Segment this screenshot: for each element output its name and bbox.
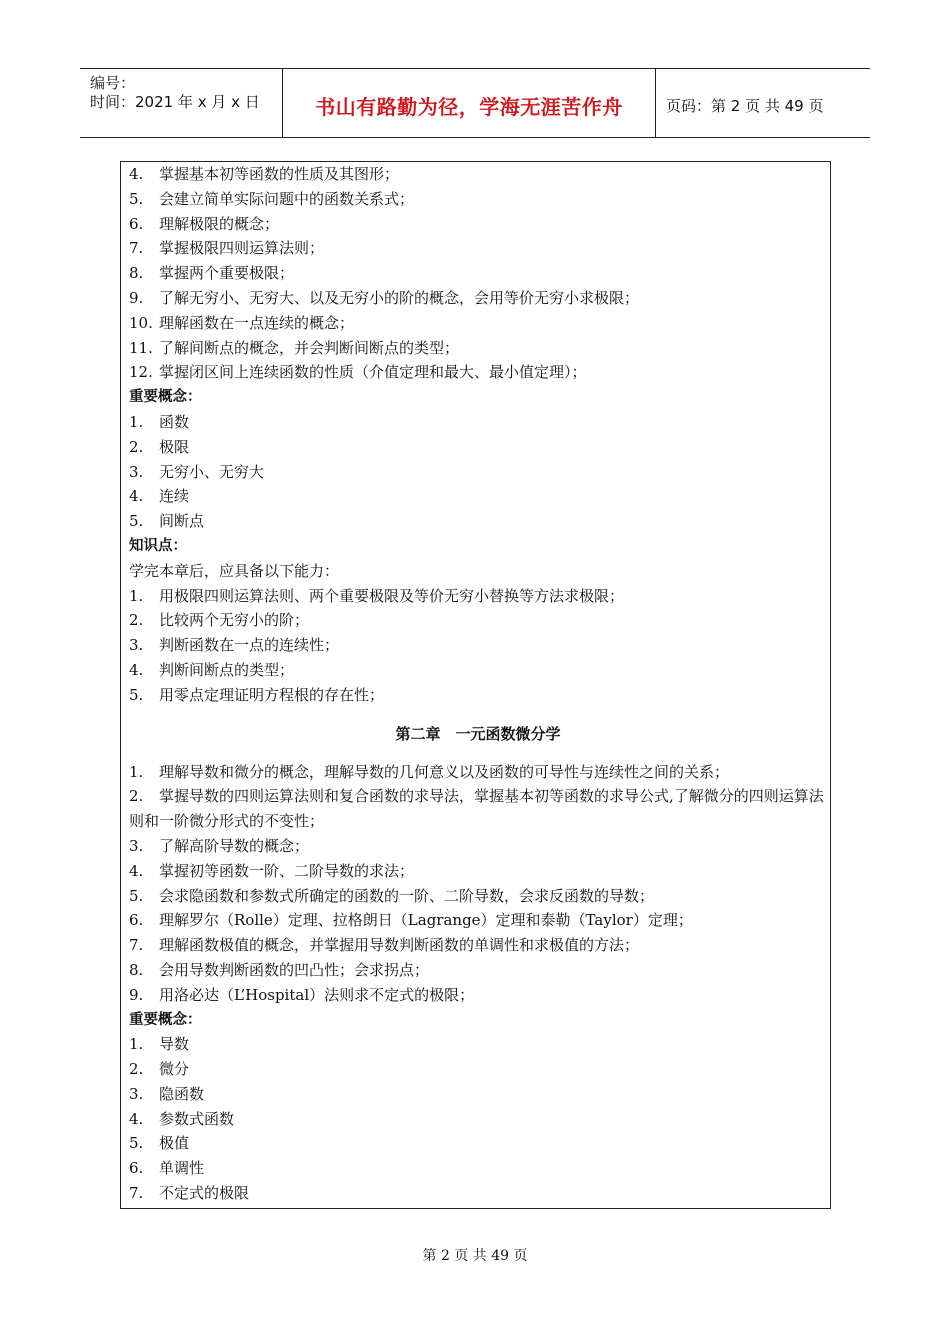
objectives-list-1 — [129, 162, 827, 385]
list-item-text: 了解高阶导数的概念； — [159, 836, 310, 855]
list-item-number: 5. — [129, 189, 144, 208]
page-footer: 第 2 页 共 49 页 — [422, 1248, 528, 1264]
list-item — [129, 212, 827, 237]
list-item — [129, 908, 827, 933]
concepts-heading-1: 重要概念： — [129, 389, 202, 406]
list-item-number: 3. — [129, 836, 144, 855]
list-item-number: 2. — [129, 787, 144, 806]
list-item — [129, 1107, 827, 1132]
list-item-number: 2. — [129, 437, 144, 456]
list-item-text: 比较两个无穷小的阶； — [159, 611, 310, 630]
list-item-text: 隐函数 — [159, 1084, 205, 1103]
list-item-text: 用极限四则运算法则、两个重要极限及等价无穷小替换等方法求极限； — [159, 586, 625, 605]
list-item — [129, 1156, 827, 1181]
knowledge-list — [129, 584, 827, 708]
list-item-text: 参数式函数 — [159, 1109, 235, 1128]
list-item-number: 1. — [129, 412, 144, 431]
list-item-number: 2. — [129, 1060, 144, 1079]
list-item — [129, 983, 827, 1008]
list-item-number: 7. — [129, 936, 144, 955]
list-item-text: 掌握两个重要极限； — [159, 264, 295, 283]
list-item-number: 7. — [129, 239, 144, 258]
list-item — [129, 336, 827, 361]
list-item — [129, 261, 827, 286]
list-item — [129, 633, 827, 658]
list-item-text: 会求隐函数和参数式所确定的函数的一阶、二阶导数，会求反函数的导数； — [159, 886, 655, 905]
list-item — [129, 683, 827, 708]
list-item — [129, 311, 827, 336]
objectives-list-2 — [129, 760, 827, 1008]
list-item — [129, 460, 827, 485]
list-item-text: 了解无穷小、无穷大、以及无穷小的阶的概念，会用等价无穷小求极限； — [159, 288, 640, 307]
list-item-text: 连续 — [159, 487, 190, 506]
list-item-number: 3. — [129, 636, 144, 655]
list-item — [129, 410, 827, 435]
knowledge-heading: 知识点： — [129, 537, 187, 554]
page-header — [80, 68, 870, 138]
list-item — [129, 236, 827, 261]
list-item — [129, 1181, 827, 1206]
concepts-heading-2: 重要概念： — [129, 1011, 202, 1028]
list-item-number: 8. — [129, 264, 144, 283]
list-item-text: 极限 — [159, 437, 190, 456]
date-label: 时间：2021 年 x 月 x 日 — [90, 93, 260, 111]
content-body — [129, 162, 827, 1206]
list-item — [129, 933, 827, 958]
concepts-list-1 — [129, 410, 827, 534]
list-item-text: 用洛必达（L’Hospital）法则求不定式的极限； — [159, 985, 475, 1004]
list-item-number: 4. — [129, 1109, 144, 1128]
list-item — [129, 760, 827, 785]
header-right-cell — [656, 69, 870, 137]
list-item — [129, 784, 827, 834]
list-item-number: 5. — [129, 886, 144, 905]
list-item-text: 导数 — [159, 1035, 190, 1054]
list-item-text: 判断间断点的类型； — [159, 660, 295, 679]
list-item — [129, 658, 827, 683]
header-middle-cell — [283, 69, 656, 137]
number-label: 编号： — [90, 74, 136, 92]
list-item-number: 4. — [129, 165, 144, 183]
list-item-text: 单调性 — [159, 1159, 205, 1178]
header-left-cell — [80, 69, 283, 137]
list-item-number: 6. — [129, 1159, 144, 1178]
list-item-text: 掌握导数的四则运算法则和复合函数的求导法，掌握基本初等函数的求导公式,了解微分的四则运算法则和一阶微分形式的不变性； — [129, 787, 824, 831]
list-item-number: 5. — [129, 1134, 144, 1153]
list-item-text: 理解函数极值的概念，并掌握用导数判断函数的单调性和求极值的方法； — [159, 936, 640, 955]
list-item — [129, 834, 827, 859]
list-item-text: 理解罗尔（Rolle）定理、拉格朗日（Lagrange）定理和泰勒（Taylor）定理； — [159, 911, 693, 930]
list-item-number: 1. — [129, 1035, 144, 1054]
list-item — [129, 1057, 827, 1082]
list-item — [129, 484, 827, 509]
list-item-text: 不定式的极限 — [159, 1184, 250, 1203]
list-item-text: 用零点定理证明方程根的存在性； — [159, 685, 385, 704]
list-item — [129, 435, 827, 460]
list-item — [129, 859, 827, 884]
list-item — [129, 162, 827, 187]
list-item-number: 9. — [129, 985, 144, 1004]
list-item-number: 1. — [129, 762, 144, 781]
motto: 书山有路勤为径，学海无涯苦作舟 — [315, 95, 623, 119]
list-item-number: 11. — [129, 338, 153, 357]
list-item-number: 6. — [129, 214, 144, 233]
list-item — [129, 958, 827, 983]
page-info: 页码：第 2 页 共 49 页 — [666, 97, 824, 115]
list-item-text: 无穷小、无穷大 — [159, 462, 265, 481]
list-item-number: 3. — [129, 462, 144, 481]
list-item-text: 掌握闭区间上连续函数的性质（介值定理和最大、最小值定理）； — [159, 363, 587, 382]
list-item-text: 微分 — [159, 1060, 190, 1079]
knowledge-intro: 学完本章后，应具备以下能力： — [129, 561, 340, 580]
list-item-number: 9. — [129, 288, 144, 307]
list-item-text: 掌握基本初等函数的性质及其图形； — [159, 165, 400, 183]
list-item-text: 函数 — [159, 412, 190, 431]
list-item-number: 5. — [129, 512, 144, 531]
list-item-text: 了解间断点的概念，并会判断间断点的类型； — [159, 338, 460, 357]
list-item — [129, 1082, 827, 1107]
concepts-list-2 — [129, 1032, 827, 1206]
list-item-text: 掌握极限四则运算法则； — [159, 239, 325, 258]
list-item-text: 会用导数判断函数的凹凸性；会求拐点； — [159, 960, 430, 979]
list-item-number: 6. — [129, 911, 144, 930]
list-item-number: 5. — [129, 685, 144, 704]
list-item — [129, 360, 827, 385]
list-item-text: 理解函数在一点连续的概念； — [159, 313, 355, 332]
content-box — [120, 161, 831, 1209]
list-item-text: 会建立简单实际问题中的函数关系式； — [159, 189, 415, 208]
list-item-text: 理解极限的概念； — [159, 214, 280, 233]
list-item-text: 极值 — [159, 1134, 190, 1153]
list-item-text: 理解导数和微分的概念，理解导数的几何意义以及函数的可导性与连续性之间的关系； — [159, 762, 730, 781]
list-item-number: 1. — [129, 586, 144, 605]
list-item-number: 10. — [129, 313, 153, 332]
list-item — [129, 608, 827, 633]
list-item — [129, 187, 827, 212]
list-item-text: 判断函数在一点的连续性； — [159, 636, 340, 655]
list-item-number: 12. — [129, 363, 153, 382]
chapter-title: 第二章 一元函数微分学 — [395, 724, 561, 743]
list-item-number: 2. — [129, 611, 144, 630]
list-item-text: 间断点 — [159, 512, 205, 531]
list-item-number: 7. — [129, 1184, 144, 1203]
list-item-number: 4. — [129, 660, 144, 679]
list-item — [129, 286, 827, 311]
list-item-text: 掌握初等函数一阶、二阶导数的求法； — [159, 861, 415, 880]
list-item — [129, 884, 827, 909]
list-item — [129, 1032, 827, 1057]
list-item-number: 4. — [129, 487, 144, 506]
list-item — [129, 509, 827, 534]
list-item-number: 4. — [129, 861, 144, 880]
list-item — [129, 584, 827, 609]
list-item-number: 3. — [129, 1084, 144, 1103]
list-item-number: 8. — [129, 960, 144, 979]
list-item — [129, 1131, 827, 1156]
